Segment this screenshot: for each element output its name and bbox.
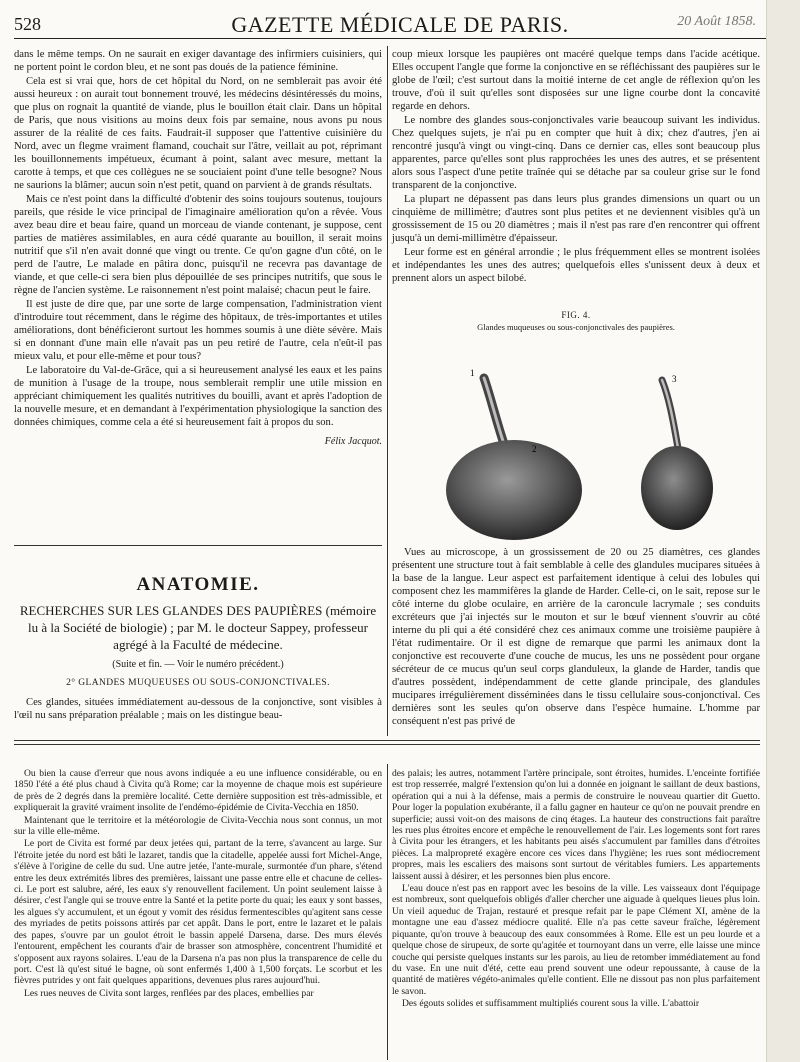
journal-title: GAZETTE MÉDICALE DE PARIS. (231, 12, 569, 37)
feuilleton-separator (14, 740, 760, 741)
paragraph: dans le même temps. On ne saurait en exiger davantage des infirmiers cuisiniers, qui ne portent point le cordon bleu, et ne sont pas doués de la patience féminine. (14, 49, 382, 73)
anatomy-section (14, 574, 382, 722)
paragraph: des palais; les autres, notamment l'artère principale, sont étroites, humides. L'enceinte fortifiée est trop resserrée, malgré l'extension qu'on lui a donnée en joignant le saillant de deux bastions, opération qui a nui à la défense, mais a permis de construire le nouveau quartier dit Guetto. Pour loger la population exubérante, il a fallu gagner en hauteur ce qu'on ne pouvait prendre en superficie; aussi voit-on des maisons de cinq étages. La hauteur des constructions fait paraître les rues plus étroites encore et empêche le renouvellement de l'air. Les logements sont fort rares à Civita pour les étrangers, et les habitants peu aisés s'accumulent par familles dans d'étroites pièces. La malpropreté exagère encore ces vices dans l'hygiène; les rues sont médiocrement propres, mais les escaliers des maisons sont surtout de véritables fumiers. Les appartements laissent aussi à désirer, et les personnes bien plus encore. (392, 768, 760, 882)
section-heading: ANATOMIE. (136, 574, 260, 595)
paragraph: Les rues neuves de Civita sont larges, renflées par des places, embellies par (24, 987, 314, 999)
column-divider-bottom (387, 764, 388, 1060)
paragraph: Ces glandes, situées immédiatement au-dessous de la conjonctive, sont visibles à l'œil nu sans préparation préalable ; mais on les distingue beau- (14, 697, 382, 721)
figure-label: FIG. 4. (561, 310, 591, 320)
left-column-article (14, 48, 382, 448)
figure-caption: Glandes muqueuses ou sous-conjonctivales des paupières. (477, 322, 675, 332)
right-column-article (392, 48, 760, 286)
paragraph: Le port de Civita est formé par deux jetées qui, partant de la terre, s'avancent au large. Sur l'étroite jetée du nord est bâti le lazaret, tandis que la citadelle, appelée aussi fort Michel-Ange, s'élève à l'origine de celle du sud. Une autre jetée, l'ante-murale, surmontée d'un phare, s'étend entre les deux extrémités libres des premières, laissant une passe entre elle et chacune de celles-ci. Le port est salubre, aéré, les eaux s'y renouvellent facilement. Un point seulement laisse à désirer, c'est l'angle qui se trouve entre la Santé et la petite porte du quai; les eaux y sont basses, les algues s'y accumulent, et un égout y vomit des résidus fermentescibles qu'agitent sans cesse des myriades de petits poissons attirés par cet appât. Dans le port, entre le lazaret et le palais des papes, s'ouvre par un goulot étroit le bassin appelé Darsena, darse. Des murs élevés l'entourent, empêchent les courants d'air de brasser son atmosphère, concentrent l'humidité et s'opposent aux rayons solaires. L'eau de la Darsena n'a pas non plus la transparence de celle du port. C'est là qu'est situé le bagne, où sont enfermés 1,400 à 1,500 forçats. Le scorbut et les fièvres putrides y ont fait quelques apparitions, devenues plus rares aujourd'hui. (14, 838, 382, 987)
continuation-note: (Suite et fin. — Voir le numéro précédent.) (112, 659, 284, 670)
author-signature: Félix Jacquot. (324, 436, 382, 447)
gland-body (446, 440, 582, 540)
figure-marker-2: 2 (532, 444, 537, 454)
right-column-continuation (392, 546, 760, 729)
paragraph: Cela est si vrai que, hors de cet hôpital du Nord, on ne semblerait pas avoir été aussi heureux : on aurait tout bonnement trouvé, les médecins désintéressés du moins, que plus on rognait la quantité de viande, plus le bouillon était clair. Dans un hôpital de Paris, que nous visitions au moins deux fois par semaine, nous avons pu nous assurer de la réalité de ces faits. Faudrait-il supposer que l'attentive cuisinière du Nord, avec un flegme vraiment flamand, couchait sur l'âtre, veillait au pot, réprimant les bouillonnements impétueux, écumant à point, salant avec mesure, mettant la carotte à temps, et que ces collègues ne se souciaient point d'une telle besogne? Nous ne saurions la blâmer; aucun soin n'est petit, quand on parvient à de grands résultats. (14, 76, 382, 191)
subsection-heading: 2° GLANDES MUQUEUSES OU SOUS-CONJONCTIVALES. (66, 678, 330, 688)
column-divider-top (387, 46, 388, 736)
right-page-margin (766, 0, 800, 1062)
section-separator (14, 545, 382, 546)
page-number: 528 (14, 14, 41, 34)
paragraph: Vues au microscope, à un grossissement de 20 ou 25 diamètres, ces glandes présentent une structure tout à fait semblable à celle des glandules mucipares situées à la base de la langue. Leur aspect est parfaitement identique à celui des lobules qui composent chez les mammifères la glande de Harder. Celle-ci, on le sait, repose sur le côté interne du globe oculaire, en arrière de la caroncule lacrymale ; ses conduits excréteurs que j'ai injectés sur le mouton et sur le bœuf viennent s'ouvrir au côté interne du pli qui a été considéré chez ces animaux comme une troisième paupière à l'état rudimentaire. Or il est digne de remarque que parmi les animaux dont la conjonctive est recouverte d'une couche de mucus, les uns ne possèdent pour organe sécréteur de ce mucus qu'un seul corps glanduleux, la glande de Harder, tandis que d'autres possèdent, indépendamment de cette glande principale, des glandules mucipares irrégulièrement disséminées dans le tissu cellulaire sous-conjonctival. Ces dernières sont les seules qu'on observe dans l'espèce humaine. L'homme par conséquent n'est pas privé de (392, 547, 760, 727)
figure-marker-3: 3 (672, 374, 677, 384)
paragraph: Ou bien la cause d'erreur que nous avons indiquée a eu une influence considérable, ou en 1850 l'été a été plus chaud à Civita qu'à Rome; car la moyenne de chaque mois est supérieure de près de 2 degrés dans la première localité. Cette dernière supposition est très-admissible, et expliquerait la gravité vraiment insolite de l'endémo-épidémie de Civita-Vecchia en 1850. (14, 768, 382, 814)
feuilleton-left-column (14, 768, 382, 1000)
gland-body (641, 446, 713, 530)
paragraph: Leur forme est en général arrondie ; le plus fréquemment elles se montrent isolées et indépendantes les unes des autres; quelquefois elles s'unissent deux à deux et prennent alors un aspect bilobé. (392, 247, 760, 284)
paragraph: Le laboratoire du Val-de-Grâce, qui a si heureusement analysé les eaux et les pains de munition à l'usage de la troupe, nous semblerait remplir une utile mission en appréciant chimiquement les qualités nutritives du bouilli, avant et après l'adoption de la nouvelle mesure, et en demandant à l'expérimentation physiologique la sanction des données chimiques, comme cela a été si heureusement fait à propos du son. (14, 365, 382, 428)
paragraph: Maintenant que le territoire et la météorologie de Civita-Vecchia nous sont connus, un mot sur la ville elle-même. (14, 814, 382, 838)
feuilleton-right-column (392, 768, 760, 1011)
paragraph: Des égouts solides et suffisamment multipliés courent sous la ville. L'abattoir (402, 998, 700, 1010)
paragraph: coup mieux lorsque les paupières ont macéré quelque temps dans l'acide acétique. Elles occupent l'angle que forme la conjonctive en se réfléchissant des paupières sur le globe de l'œil; c'est surtout dans la moitié interne de cet angle de réflexion qu'on les trouve, d'où il suit qu'elles sont disposées sur une ligne courbe dont la concavité regarde en dehors. (392, 49, 760, 112)
paragraph: La plupart ne dépassent pas dans leurs plus grandes dimensions un quart ou un cinquième de millimètre; d'autres sont plus petites et ne deviennent visibles qu'à un grossissement de 15 ou 20 diamètres ; mais il n'est pas rare d'en rencontrer qui offrent jusqu'à un demi-millimètre d'épaisseur. (392, 194, 760, 244)
paragraph: Il est juste de dire que, par une sorte de large compensation, l'administration vient d'introduire tout récemment, dans le régime des hôpitaux, de très-importantes et utiles améliorations, dont bénéficieront surtout les hommes soumis à une diète sévère. Mais si en donnant d'une main elle n'avait pas un peu retiré de l'autre, cela n'eût-il pas mieux valu, et pour elle-même et pour tous? (14, 299, 382, 362)
paragraph: Mais ce n'est point dans la difficulté d'obtenir des soins toujours soutenus, toujours pareils, que réside le vice principal de l'imaginaire amélioration qu'on a rêvée. Vous avez beau dire et beau faire, quand un morceau de viande contenant, je suppose, cent parties de matières assimilables, en aura cédé quarante au bouillon, il serait moins nutritif que s'il n'en avait donné que vingt ou trente. Ce qu'on gagne d'un côté, on le perd de l'autre, Le malade en pâtira donc, puisqu'il ne recevra pas davantage de viande, et que celle-ci sera bien plus dépouillée de ses principes nutritifs, que sous le règne de l'ancien système. Le raisonnement n'est point malaisé; chacun peut le faire. (14, 194, 382, 296)
figure-4 (392, 310, 760, 542)
feuilleton-separator-double (14, 744, 760, 745)
article-title: RECHERCHES SUR LES GLANDES DES PAUPIÈRES (mémoire lu à la Société de biologie) ; par M. le docteur Sappey, professeur agrégé à la Faculté de médecine. (19, 603, 377, 652)
figure-marker-1: 1 (470, 368, 475, 378)
page-header (14, 12, 786, 39)
paragraph: L'eau douce n'est pas en rapport avec les besoins de la ville. Les vaisseaux dont l'équipage est nombreux, sont quelquefois obligés d'aller chercher une aiguade à quelques lieues plus loin. Un vieil aqueduc de Trajan, restauré et presque refait par le pape Clément XI, amène de la montagne une eau d'assez médiocre qualité. Elle n'a pas cette saveur fraîche, légèrement piquante, qu'on trouve à beaucoup des eaux consommées à Rome. Elle est un peu lourde et a quelque chose de sirupeux, de sorte qu'agitée et tournoyant dans un verre, elle laisse une mince couche qui persiste quelques instants sur les parois, au lieu de retomber immédiatement au fond du vase. En une nuit d'été, cette eau prend souvent une odeur repoussante, à cause de la quantité de matières végéto-animales qu'elle contient. Elle ne dissout pas non plus parfaitement le savon. (392, 883, 760, 997)
paragraph: Le nombre des glandes sous-conjonctivales varie beaucoup suivant les individus. Chez quelques sujets, je n'ai pu en compter que huit à dix; chez d'autres, j'en ai rencontré jusqu'à vingt ou vingt-cinq. Dans ce dernier cas, elles sont beaucoup plus apparentes, parce qu'elles sont plus rapprochées les unes des autres, et se présentent alors sous l'aspect d'une petite traînée qui se détache par sa couleur grise sur le fond transparent de la conjonctive. (392, 115, 760, 191)
gland-illustration (392, 340, 760, 540)
handwritten-date-note: 20 Août 1858. (677, 14, 756, 29)
